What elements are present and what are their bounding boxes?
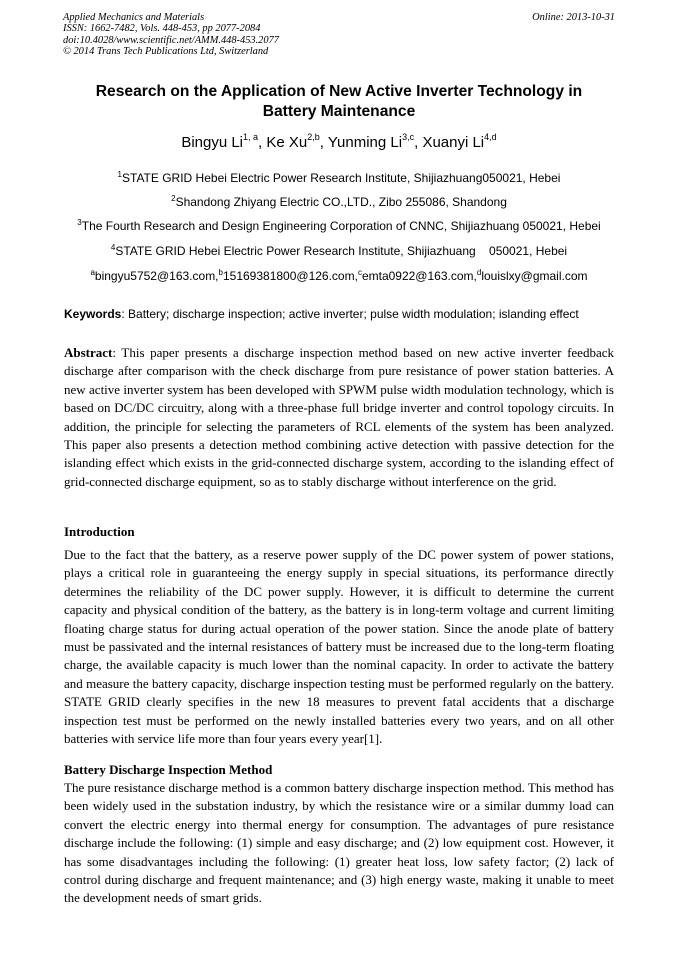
introduction-heading: Introduction (64, 524, 135, 539)
author-separator: , (319, 134, 328, 151)
author-superscript: 2,b (307, 132, 320, 142)
email-address: louislxy@gmail.com (481, 269, 588, 283)
affiliation-marker: 4 (110, 243, 116, 252)
email-line (40, 268, 638, 284)
affiliation-text: STATE GRID Hebei Electric Power Research Institute, Shijiazhuang 050021, Hebei (115, 244, 568, 258)
journal-header (63, 12, 615, 58)
email-marker: a (90, 268, 95, 277)
keywords-text: : Battery; discharge inspection; active inverter; pulse width modulation; islanding effect (121, 307, 579, 321)
keywords-label: Keywords (64, 307, 122, 321)
email-address: 15169381800@126.com, (222, 269, 358, 283)
author-name: Xuanyi Li (422, 134, 485, 151)
affiliation-text: Shandong Zhiyang Electric CO.,LTD., Zibo 255086, Shandong (175, 195, 507, 209)
affiliation-marker: 3 (77, 218, 82, 227)
author-list (60, 133, 618, 153)
author-separator: , (414, 134, 423, 151)
doi-line: doi:10.4028/www.scientific.net/AMM.448-453.2077 (63, 34, 279, 46)
email-marker: c (357, 268, 362, 277)
affiliation-text: STATE GRID Hebei Electric Power Research Institute, Shijiazhuang050021, Hebei (122, 171, 561, 185)
affiliation-2 (40, 194, 638, 210)
author-superscript: 1, a (243, 132, 259, 142)
journal-name: Applied Mechanics and Materials (63, 12, 205, 23)
affiliation-marker: 1 (117, 170, 122, 179)
author-separator: , (258, 134, 267, 151)
affiliation-3 (40, 218, 638, 234)
email-address: bingyu5752@163.com, (94, 269, 219, 283)
online-date: Online: 2013-10-31 (532, 12, 615, 23)
email-address: emta0922@163.com, (361, 269, 477, 283)
affiliation-text: The Fourth Research and Design Engineering Corporation of CNNC, Shijiazhuang 050021, Hebei (81, 219, 601, 233)
affiliation-4 (40, 243, 638, 259)
author-superscript: 4,d (484, 132, 497, 142)
affiliation-1 (40, 170, 638, 186)
email-marker: b (218, 268, 223, 277)
battery-section-text: The pure resistance discharge method is a common battery discharge inspection method. This method has been widely used in the substation industry, by which the resistance wire or a similar dummy load can convert the electric energy into thermal energy for consumption. The advantages of pure resistance discharge include the following: (1) simple and easy discharge; and (2) low equipment cost. However, it has some disadvantages including the following: (1) greater heat loss, low safety factor; (2) lack of control during discharge and frequent maintenance; and (3) high energy waste, making it unable to meet the development needs of smart grids. (64, 780, 614, 906)
author-name: Yunming Li (327, 134, 403, 151)
issn-line: ISSN: 1662-7482, Vols. 448-453, pp 2077-2084 (63, 23, 261, 35)
copyright-line: © 2014 Trans Tech Publications Ltd, Switzerland (63, 46, 269, 58)
battery-section-heading: Battery Discharge Inspection Method (64, 762, 273, 777)
author-name: Ke Xu (266, 134, 308, 151)
email-marker: d (476, 268, 482, 277)
keywords (64, 306, 614, 322)
abstract (64, 344, 614, 491)
abstract-label: Abstract (64, 345, 113, 360)
introduction-text: Due to the fact that the battery, as a reserve power supply of the DC power system of power stations, plays a critical role in guaranteeing the energy supply in special situations, its performance directly determines the reliability of the DC power supply. However, it is difficult to determine the current capacity and physical condition of the battery, as the battery is in long-term voltage and current limiting floating charge status for during actual operation of the power station. Since the anode plate of battery must be passivated and the internal resistances of battery must be increased due to the long-term floating charge, the available capacity is much lower than the nominal capacity. In order to activate the battery and measure the battery capacity, discharge inspection testing must be performed regularly on the battery. STATE GRID clearly specifies in the new 18 measures to prevent fatal accidents that a discharge inspection test must be performed on the newly installed batteries every two years, and on all other batteries with service life more than four years every year[1]. (64, 547, 614, 747)
paper-title: Research on the Application of New Active Inverter Technology in Battery Maintenance (95, 83, 583, 120)
author-superscript: 3,c (402, 132, 415, 142)
author-name: Bingyu Li (181, 134, 244, 151)
affiliation-marker: 2 (171, 194, 176, 203)
abstract-text: : This paper presents a discharge inspection method based on new active inverter feedback discharge after comparison with the check discharge from pure resistance of power station batteries. A new active inverter system has been developed with SPWM pulse width modulation technology, which is based on DC/DC circuitry, along with a three-phase full bridge inverter and control topology circuits. In addition, the principle for selecting the parameters of RCL elements of the system has been analyzed. This paper also presents a detection method combining active detection with passive detection for the islanding effect which exists in the grid-connected discharge system, according to the islanding effect of grid-connected discharge equipment, so as to stably discharge without interference on the grid. (64, 345, 614, 489)
